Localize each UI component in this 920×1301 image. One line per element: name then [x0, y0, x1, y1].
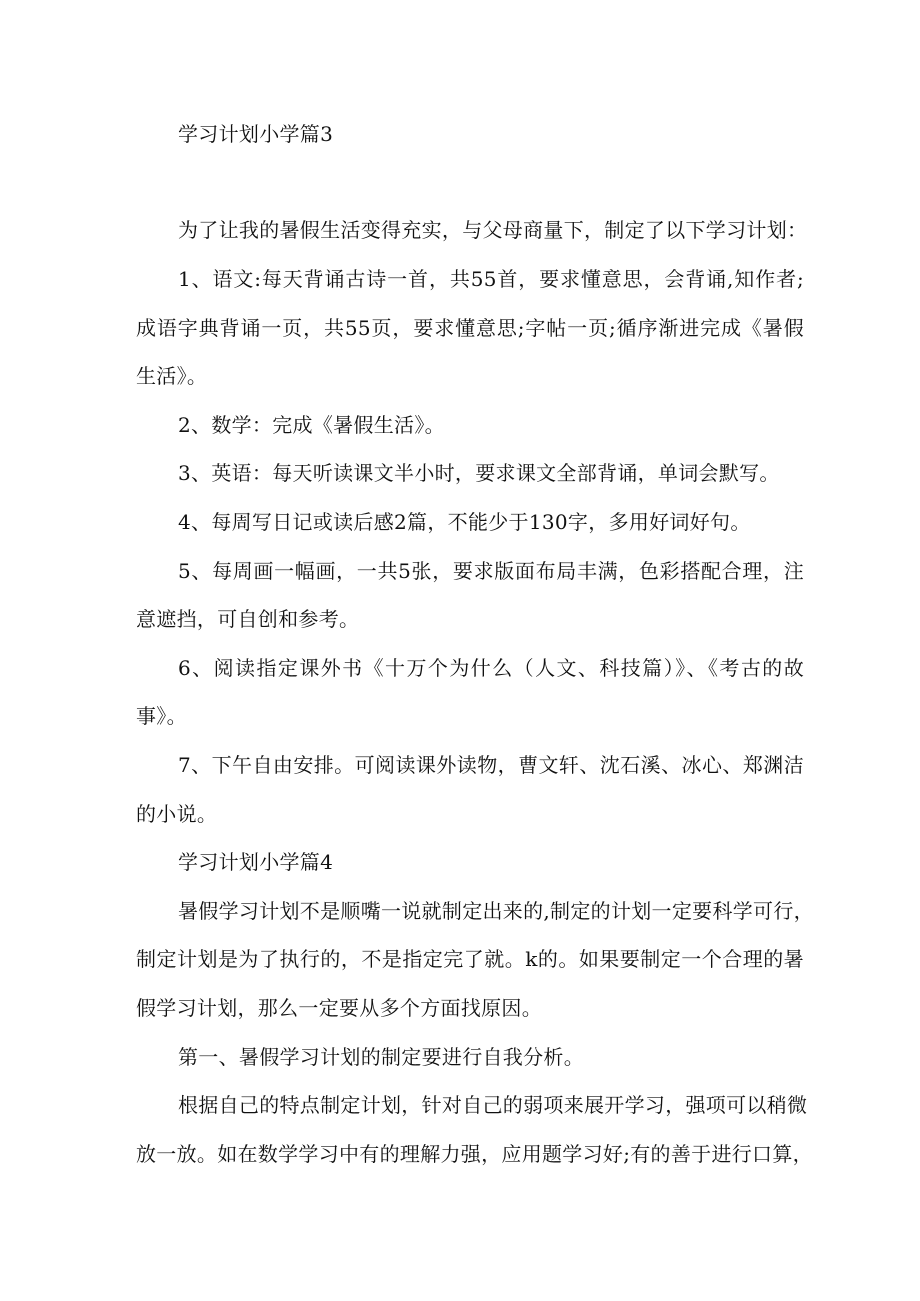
paragraph-4-line-1: 根据自己的特点制定计划，针对自己的弱项来展开学习，强项可以稍微 [178, 1093, 808, 1117]
paragraph-2-line-3: 假学习计划，那么一定要从多个方面找原因。 [136, 996, 542, 1020]
paragraph-4-line-2: 放一放。如在数学学习中有的理解力强，应用题学习好;有的善于进行口算， [136, 1142, 813, 1166]
item-5-line-2: 意遮挡，可自创和参考。 [136, 607, 360, 631]
item-6-line-1: 6、阅读指定课外书《十万个为什么（人文、科技篇）》、《考古的故 [178, 656, 804, 680]
item-4: 4、每周写日记或读后感2篇，不能少于130字，多用好词好句。 [178, 510, 751, 534]
item-1-line-3: 生活》。 [136, 364, 208, 388]
item-3: 3、英语：每天听读课文半小时，要求课文全部背诵，单词会默写。 [178, 461, 780, 485]
item-2: 2、数学：完成《暑假生活》。 [178, 413, 445, 437]
item-5-line-1: 5、每周画一幅画，一共5张，要求版面布局丰满，色彩搭配合理，注 [178, 559, 804, 583]
item-6-line-2: 事》。 [136, 704, 187, 728]
paragraph-2-line-2: 制定计划是为了执行的，不是指定完了就。k的。如果要制定一个合理的暑 [136, 947, 804, 971]
paragraph-intro: 为了让我的暑假生活变得充实，与父母商量下，制定了以下学习计划： [178, 218, 808, 242]
paragraph-3: 第一、暑假学习计划的制定要进行自我分析。 [178, 1045, 584, 1069]
section-heading-3: 学习计划小学篇3 [178, 122, 334, 146]
item-7-line-1: 7、下午自由安排。可阅读课外读物，曹文轩、沈石溪、冰心、郑渊洁 [178, 753, 804, 777]
item-1-line-2: 成语字典背诵一页，共55页，要求懂意思;字帖一页;循序渐进完成《暑假 [136, 316, 804, 340]
paragraph-2-line-1: 暑假学习计划不是顺嘴一说就制定出来的,制定的计划一定要科学可行， [178, 899, 814, 923]
item-1-line-1: 1、语文:每天背诵古诗一首，共55首，要求懂意思，会背诵,知作者; [178, 267, 804, 291]
item-7-line-2: 的小说。 [136, 802, 218, 826]
section-heading-4: 学习计划小学篇4 [178, 850, 334, 874]
